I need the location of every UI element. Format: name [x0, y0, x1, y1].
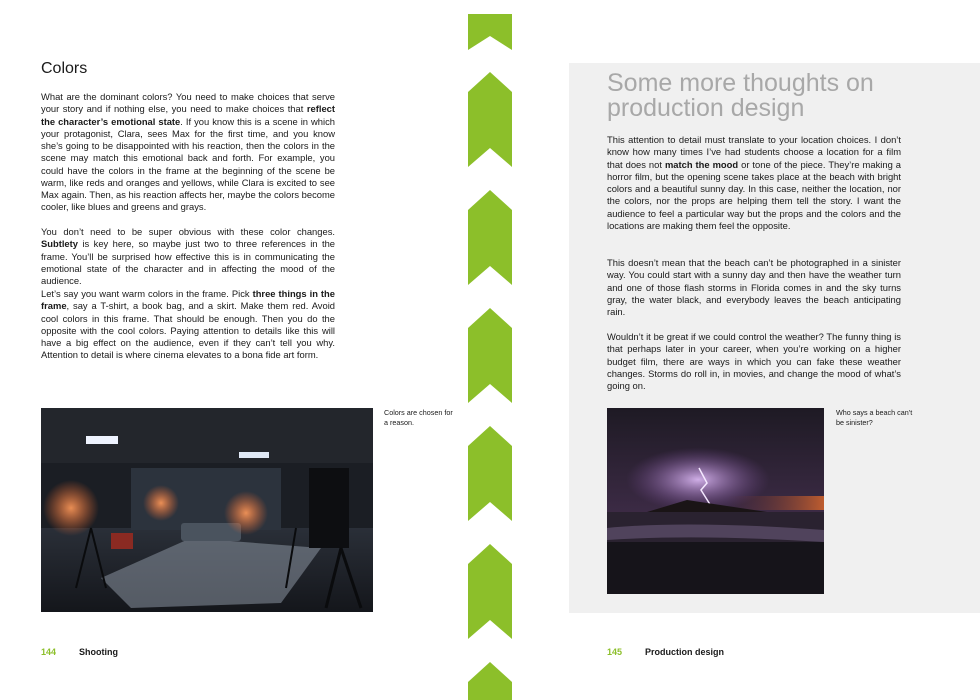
text-run: This attention to detail must translate to your location choices. I don’t know how many times I’ve had students choose a location for a film that does not: [607, 134, 901, 170]
body-paragraph: [41, 288, 335, 362]
photo-caption: Colors are chosen for a reason.: [384, 408, 453, 427]
film-studio-set-photo: [41, 408, 373, 612]
text-run: , say a T-shirt, a book bag, and a skirt. Make them red. Avoid cool colors in this frame. That should be enough. Then you do the opposite with the cool colors. Paying attention to details like this will have a big effect on the audience, even if they can’t tell you why. Attention to detail is where cinema elevates to a bona fide art form.: [41, 300, 335, 361]
body-paragraph: [607, 134, 901, 232]
emphasis-text: match the mood: [664, 158, 739, 170]
chevron-decoration: [468, 72, 512, 167]
section-heading-colors: Colors: [41, 60, 88, 77]
chevron-decoration: [468, 190, 512, 285]
emphasis-text: reflect the character’s emotional state: [41, 103, 335, 127]
body-paragraph: [607, 331, 901, 392]
running-footer-title: Shooting: [79, 647, 118, 657]
emphasis-text: Subtlety: [41, 238, 78, 250]
chevron-decoration: [468, 544, 512, 639]
chevron-decoration: [468, 426, 512, 521]
chevron-decoration: [468, 662, 512, 700]
text-run: . If you know this is a scene in which your protagonist, Clara, sees Max for the first time, and you know she’s going to be disappointed with his reaction, then the colors in the scene may match this emotional back and forth. For example, you could have the colors in the frame at the beginning of the scene be warm, like reds and oranges and yellows, while Clara is excited to see Max again. Then, as his reaction affects her, maybe the colors become cooler, like blues and greens and grays.: [41, 115, 335, 213]
text-run: or tone of the piece. They’re making a horror film, but the opening scene takes place at the beach with bright colors and a beautiful sunny day. In this case, neither the location, nor the colors, nor the props are helping them tell the story. I want the audience to feel a particular way but the props and the colors and the locations are making them feel the opposite.: [607, 158, 901, 231]
section-heading-production-design: Some more thoughts on production design: [607, 69, 874, 122]
text-run: is key here, so maybe just two to three references in the frame. You’ll be surprised how effective this is in communicating the emotional state of the character and in affecting the mood of the audience.: [41, 238, 335, 286]
text-run: Wouldn’t it be great if we could control the weather? The funny thing is that perhaps later in your career, when you’re working on a higher budget film, there are ways in which you can fake these weather changes. Storms do roll in, in movies, and change the mood of what’s going on.: [607, 331, 901, 391]
spine-chevron-strip: [468, 0, 512, 700]
text-run: Let’s say you want warm colors in the frame. Pick: [41, 288, 253, 299]
chevron-decoration: [468, 14, 512, 50]
text-run: What are the dominant colors? You need to make choices that serve your story and if nothing else, you need to make choices that: [41, 91, 335, 115]
photo-caption: Who says a beach can’t be sinister?: [836, 408, 913, 427]
chevron-decoration: [468, 308, 512, 403]
running-footer-title: Production design: [645, 647, 725, 657]
page-number: 145: [607, 647, 623, 657]
text-run: This doesn’t mean that the beach can’t be photographed in a sinister way. You could start with a sunny day and then have the weather turn and one of those flash storms in Florida comes in and the sky turns gray, the water black, and everybody leaves the beach anticipating rain.: [607, 257, 901, 317]
stormy-beach-lightning-photo: [607, 408, 824, 594]
emphasis-text: three things in the frame: [41, 288, 335, 312]
page-number: 144: [41, 647, 57, 657]
body-paragraph: [41, 226, 335, 287]
body-paragraph: [607, 257, 901, 318]
text-run: You don’t need to be super obvious with these color changes.: [41, 226, 335, 237]
body-paragraph: [41, 91, 335, 214]
